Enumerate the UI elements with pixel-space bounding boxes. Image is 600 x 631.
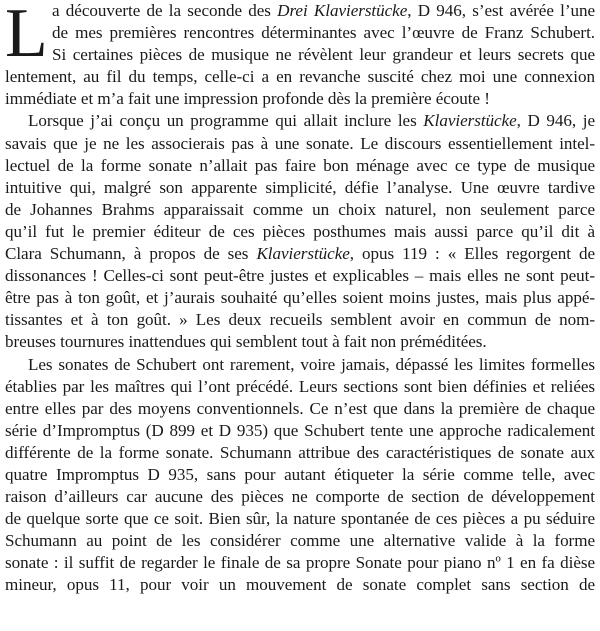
text-line [5,574,595,596]
text-line [5,354,595,376]
body-text: lentement, au fil du temps, celle-ci a en revanche suscité chez moi une connexion [5,67,595,87]
body-text: Clara Schumann, à propos de ses [5,244,257,264]
italic-title-text: Drei Klavierstücke [277,1,408,20]
body-text: mineur, opus 11, pour voir un mouvement de sonate complet sans section de [5,575,595,595]
text-line [5,376,595,398]
body-text: sonate : il suffit de regarder le finale de sa propre Sonate pour piano nº 1 en fa dièse [5,553,595,573]
text-line [5,331,595,353]
body-text: qu’il fut le premier éditeur de ces pièces posthumes mais aussi parce qu’il dit à [5,221,595,241]
text-line [5,243,595,265]
text-line [5,44,595,66]
text-line [5,398,595,420]
italic-title-text: Klavierstücke [423,111,517,131]
body-text: Lorsque j’ai conçu un programme qui allait inclure les [28,111,424,131]
body-text: entre elles par des moyens conventionnels. Ce n’est que dans la première de chaque [5,398,595,418]
text-line [5,110,595,132]
text-line [5,133,595,155]
text-line [5,464,595,486]
body-text: différente de la forme sonate. Schumann attribue des caractéristiques de sonate aux [5,442,595,462]
text-line [5,0,595,22]
text-line [5,22,595,44]
body-text: Si certaines pièces de musique ne révèlent leur grandeur et leurs secrets que [52,45,595,65]
body-text: établies par les maîtres qui l’ont précédé. Leurs sections sont bien définies et reliées [5,376,595,396]
body-text: série d’Impromptus (D 899 et D 935) que Schubert tente une approche radicalement [5,420,595,440]
body-text: , opus 119 : « Elles regorgent de [349,244,596,264]
body-text: savais que je ne les associerais pas à une sonate. Le discours essentiellement intel- [5,133,595,153]
body-text: a découverte de la seconde des [52,1,278,20]
body-text: de mes premières rencontres déterminantes avec l’œuvre de Franz Schubert. [52,23,595,43]
text-line [5,287,595,309]
document-page [5,0,595,597]
text-line [5,420,595,442]
body-text: immédiate et m’a fait une impression profonde dès la première écoute ! [5,89,490,109]
text-line [5,508,595,530]
italic-title-text: Klavierstücke [256,244,350,264]
text-line [5,552,595,574]
body-text: raison d’ailleurs car aucune des pièces ne comporte de section de développement [5,487,595,507]
text-line [5,66,595,88]
body-text: quatre Impromptus D 935, sans pour autant étiqueter la série comme telle, avec [5,464,595,484]
body-text: , D 946, s’est avérée l’une [407,1,595,20]
drop-cap: L [5,0,48,72]
text-line [5,155,595,177]
body-text: être pas à ton goût, et j’aurais souhaité qu’elles soient moins justes, mais plus appé- [5,288,595,308]
body-text: de Johannes Brahms apparaissait comme un choix naturel, non seulement parce [5,199,595,219]
text-line [5,486,595,508]
text-line [5,177,595,199]
body-text: lectuel de la forme sonate n’allait pas faire bon ménage avec ce type de musique [5,155,595,175]
body-text: , D 946, je [516,111,595,131]
paragraph-2 [5,110,595,353]
text-line [5,221,595,243]
body-text: dissonances ! Celles-ci sont peut-être justes et explicables – mais elles ne sont peut- [5,266,595,286]
text-line [5,442,595,464]
paragraph-1 [5,0,595,110]
text-line [5,265,595,287]
paragraph-3 [5,354,595,597]
body-text: tissantes et à ton goût. » Les deux recueils semblent avoir en commun de nom- [5,310,595,330]
body-text: Les sonates de Schubert ont rarement, voire jamais, dépassé les limites formelles [28,354,595,374]
body-text: intuitive qui, malgré son apparente simplicité, défie l’analyse. Une œuvre tardive [5,177,595,197]
text-line [5,530,595,552]
body-text: de quelque sorte que ce soit. Bien sûr, la nature spontanée de ces pièces a pu séduire [5,509,595,529]
text-line [5,88,595,110]
body-text: Schumann au point de les considérer comme une alternative valide à la forme [5,531,595,551]
body-text: breuses tournures inattendues qui semblent tout à fait non préméditées. [5,332,487,352]
paragraph-1-container [5,0,595,110]
text-line [5,199,595,221]
text-line [5,309,595,331]
